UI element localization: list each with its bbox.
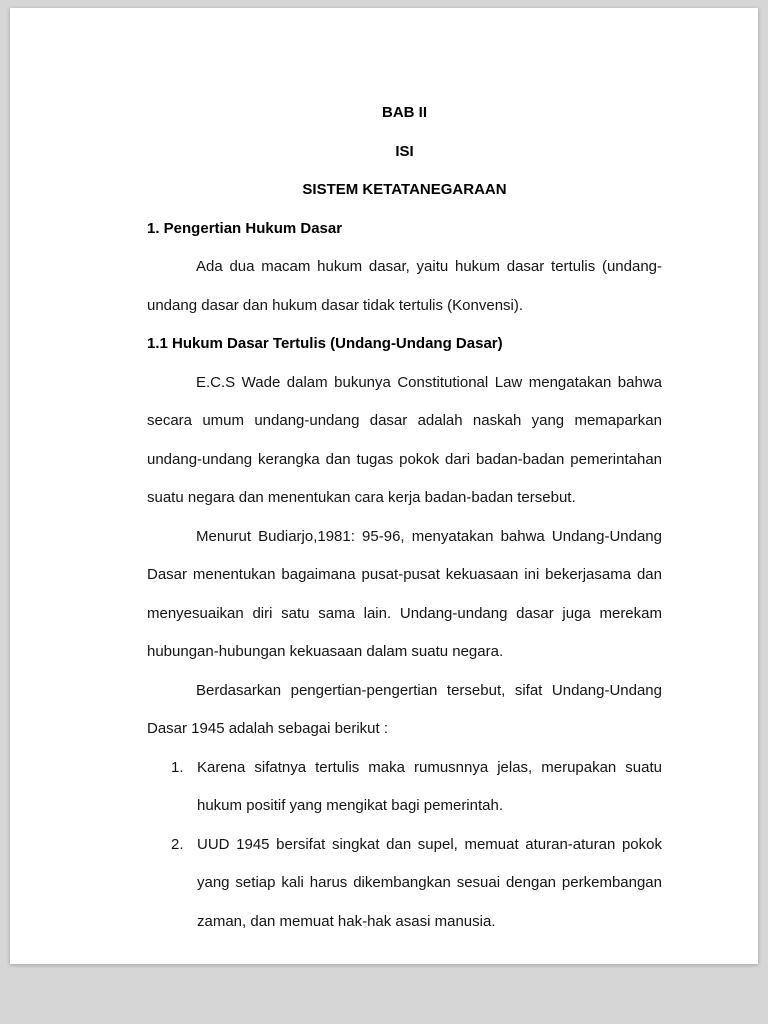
list-item-number: 1. xyxy=(171,758,184,776)
section-1-1-paragraph-1: E.C.S Wade dalam bukunya Constitutional Law mengatakan bahwa secara umum undang-undang dasar adalah naskah yang memaparkan undang-undang kerangka dan tugas pokok dari badan-badan pemerintahan suatu negara dan menentukan cara kerja badan-badan tersebut. xyxy=(147,373,662,506)
list-item-text: Karena sifatnya tertulis maka rumusnnya jelas, merupakan suatu hukum positif yang mengikat bagi pemerintah. xyxy=(197,758,662,814)
list-item xyxy=(171,749,662,826)
list-item xyxy=(171,826,662,942)
document-page xyxy=(10,8,758,964)
section-1-paragraph: Ada dua macam hukum dasar, yaitu hukum dasar tertulis (undang-undang dasar dan hukum dasar tidak tertulis (Konvensi). xyxy=(147,258,662,314)
list-item-number: 2. xyxy=(171,835,184,853)
section-1-1-paragraph-2: Menurut Budiarjo,1981: 95-96, menyatakan bahwa Undang-Undang Dasar menentukan bagaimana pusat-pusat kekuasaan ini bekerjasama dan menyesuaikan diri satu sama lain. Undang-undang dasar juga merekam hubungan-hubungan kekuasaan dalam suatu negara. xyxy=(147,527,662,660)
section-1-1-heading: 1.1 Hukum Dasar Tertulis (Undang-Undang Dasar) xyxy=(147,335,503,352)
chapter-heading: BAB II xyxy=(382,104,427,121)
topic-heading: SISTEM KETATANEGARAAN xyxy=(302,181,507,198)
section-1-heading: 1. Pengertian Hukum Dasar xyxy=(147,219,343,237)
numbered-list xyxy=(171,749,662,942)
page-content xyxy=(147,94,662,941)
list-item-text: UUD 1945 bersifat singkat dan supel, memuat aturan-aturan pokok yang setiap kali harus dikembangkan sesuai dengan perkembangan zaman, dan memuat hak-hak asasi manusia. xyxy=(197,835,662,930)
section-1-1-paragraph-3: Berdasarkan pengertian-pengertian tersebut, sifat Undang-Undang Dasar 1945 adalah sebagai berikut : xyxy=(147,681,662,737)
content-heading: ISI xyxy=(395,142,414,160)
